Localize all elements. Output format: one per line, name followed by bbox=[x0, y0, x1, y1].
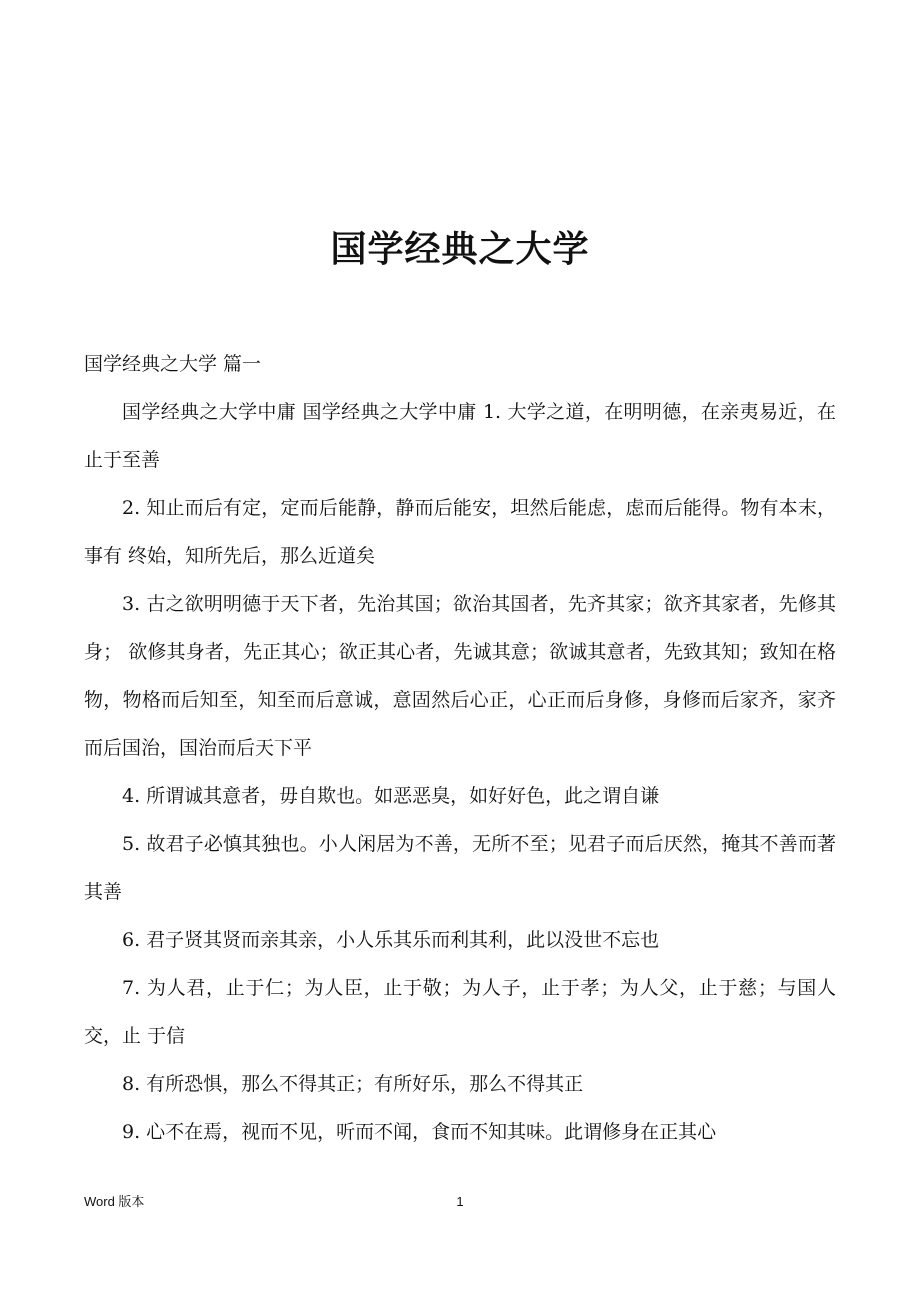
section-heading: 国学经典之大学 篇一 bbox=[84, 353, 262, 375]
page-number: 1 bbox=[456, 1194, 464, 1209]
paragraph-8: 8. 有所恐惧，那么不得其正；有所好乐，那么不得其正 bbox=[122, 1073, 584, 1095]
document-body bbox=[84, 340, 836, 1156]
paragraph-4: 4. 所谓诚其意者，毋自欺也。如恶恶臭，如好好色，此之谓自谦 bbox=[122, 785, 660, 807]
paragraph-3: 3. 古之欲明明德于天下者，先治其国；欲治其国者，先齐其家；欲齐其家者，先修其身； 欲修其身者，先正其心；欲正其心者，先诚其意；欲诚其意者，先致其知；致知在格物，物格而后知至，知至而后意诚，意固然后心正，心正而后身修，身修而后家齐，家齐而后国治，国治而后天下平 bbox=[84, 593, 836, 759]
paragraph-9: 9. 心不在焉，视而不见，听而不闻，食而不知其味。此谓修身在正其心 bbox=[122, 1121, 717, 1143]
paragraph-2: 2. 知止而后有定，定而后能静，静而后能安，坦然后能虑，虑而后能得。物有本末，事有 终始，知所先后，那么近道矣 bbox=[84, 497, 836, 567]
paragraph-6: 6. 君子贤其贤而亲其亲，小人乐其乐而利其利，此以没世不忘也 bbox=[122, 929, 660, 951]
paragraph-7: 7. 为人君，止于仁；为人臣，止于敬；为人子，止于孝；为人父，止于慈；与国人交，止 于信 bbox=[84, 977, 836, 1047]
paragraph-1: 国学经典之大学中庸 国学经典之大学中庸 1. 大学之道，在明明德，在亲夷易近，在止于至善 bbox=[84, 401, 836, 471]
paragraph-5: 5. 故君子必慎其独也。小人闲居为不善，无所不至；见君子而后厌然，掩其不善而著其善 bbox=[84, 833, 836, 903]
footer-label: Word 版本 bbox=[84, 1194, 145, 1209]
document-title: 国学经典之大学 bbox=[330, 228, 590, 271]
